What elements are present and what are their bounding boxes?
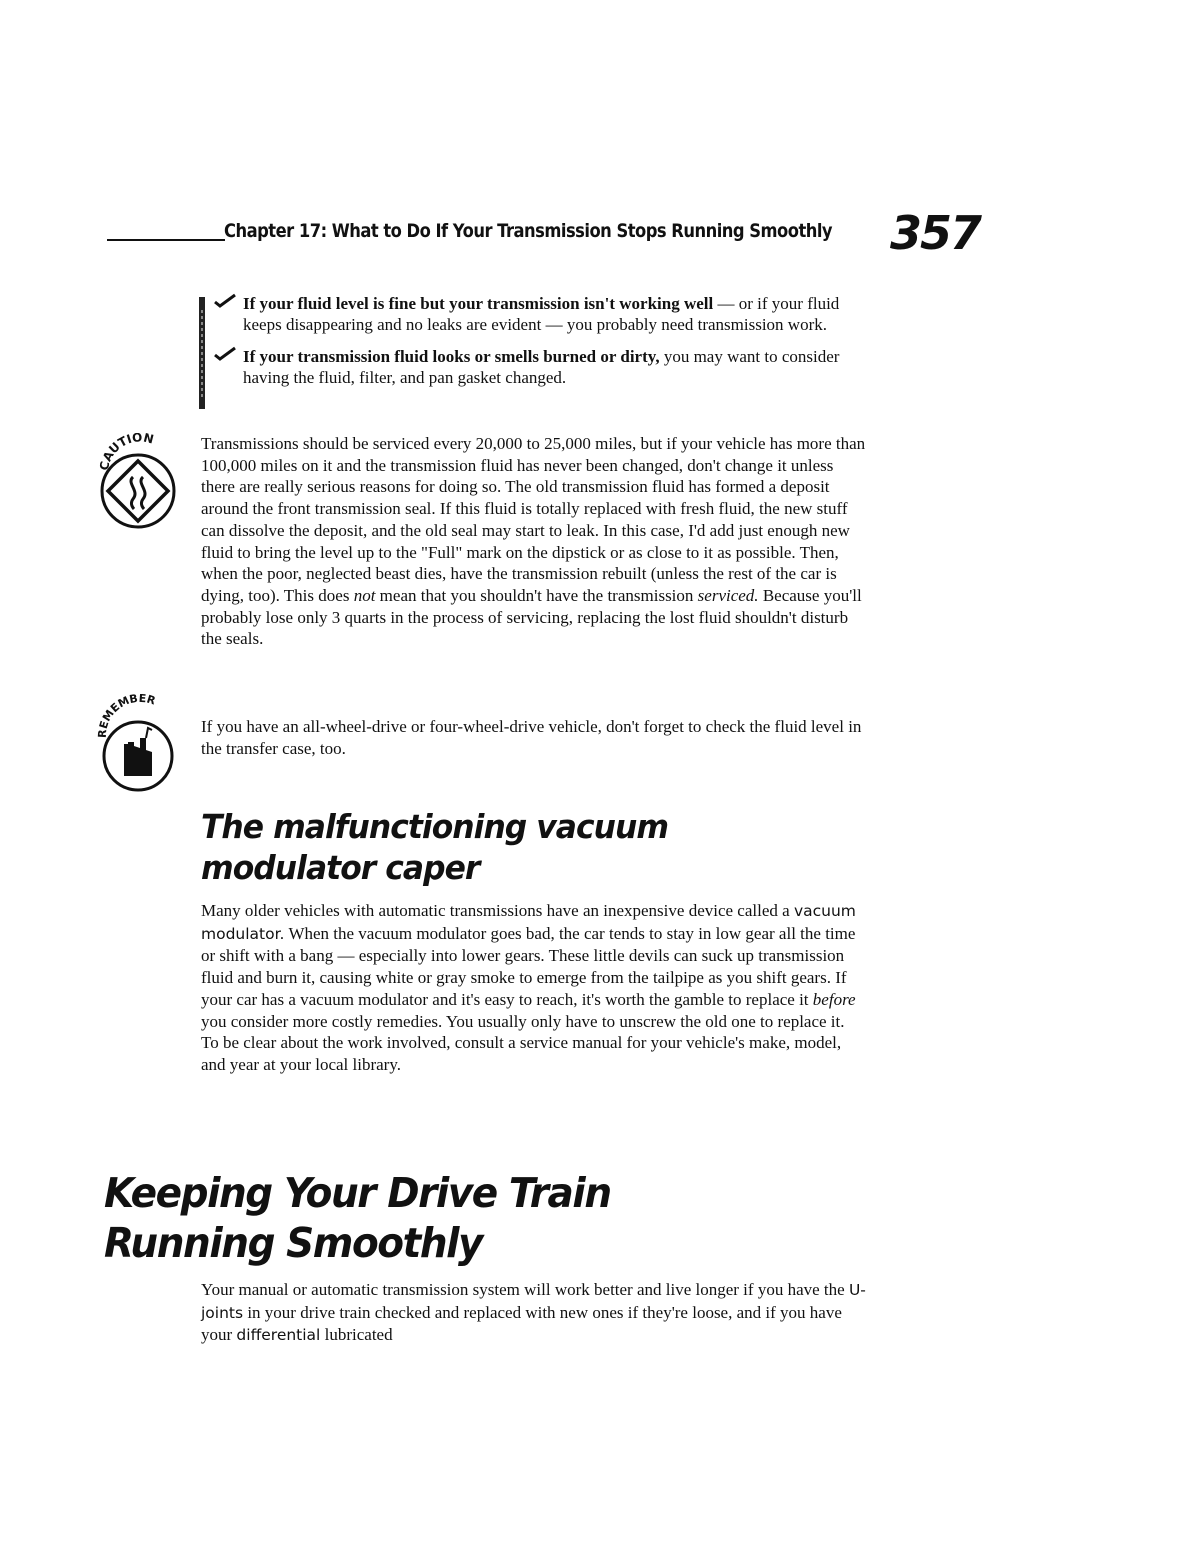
drive-text-2: in your drive train checked and replaced with new ones if they're loose, and if you have your — [201, 1302, 842, 1345]
running-head: Chapter 17: What to Do If Your Transmission Stops Running Smoothly — [224, 220, 833, 242]
caution-paragraph — [201, 433, 866, 650]
heading-line: Keeping Your Drive Train — [104, 1169, 611, 1217]
caution-text-3: Because you'll probably lose only 3 quarts in the process of servicing, replacing the lost fluid shouldn't disturb the seals. — [201, 585, 862, 649]
drive-train-paragraph — [201, 1279, 866, 1347]
bullet-list — [213, 293, 873, 399]
remember-label: REMEMBER — [95, 694, 158, 739]
vacuum-paragraph — [201, 900, 866, 1076]
drive-text-3: lubricated — [320, 1325, 393, 1345]
vacuum-text-2: When the vacuum modulator goes bad, the car tends to stay in low gear all the time or shift with a bang — especially into lower gears. These little devils can suck up transmission fluid and burn it, causing white or gray smoke to emerge from the tailpipe as you shift gears. If your car has a vacuum modulator and it's easy to reach, it's worth the gamble to replace it — [201, 923, 856, 1009]
term-u-joints: U-joints — [201, 1281, 866, 1322]
remember-paragraph: If you have an all-wheel-drive or four-wheel-drive vehicle, don't forget to check the fluid level in the transfer case, too. — [201, 717, 862, 758]
bullet-lead: If your fluid level is fine but your transmission isn't working well — [243, 294, 714, 313]
term-vacuum-modulator: vacuum modulator. — [201, 902, 856, 943]
vacuum-text-1: Many older vehicles with automatic transmissions have an inexpensive device called a — [201, 901, 794, 920]
drive-text-1: Your manual or automatic transmission system will work better and live longer if you have the — [201, 1280, 849, 1299]
caution-label: CAUTION — [96, 433, 156, 472]
vacuum-text-3: you consider more costly remedies. You usually only have to unscrew the old one to replace it. To be clear about the work involved, consult a service manual for your vehicle's make, model, and year at your local library. — [201, 1011, 845, 1074]
list-item — [213, 346, 873, 388]
bullet-text: you may want to consider having the fluid, filter, and pan gasket changed. — [243, 347, 840, 387]
section-heading-drive-train — [104, 1168, 611, 1268]
bullet-lead: If your transmission fluid looks or smells burned or dirty, — [243, 347, 660, 366]
vacuum-emphasis-before: before — [812, 989, 856, 1009]
caution-emphasis-serviced: serviced. — [697, 585, 759, 605]
caution-text-2: mean that you shouldn't have the transmission — [375, 585, 698, 605]
bullet-text: — or if your fluid keeps disappearing and no leaks are evident — you probably need transmission work. — [243, 294, 840, 334]
margin-change-bar — [199, 297, 205, 409]
page-number: 357 — [890, 206, 981, 260]
svg-text:CAUTION — [97, 433, 155, 472]
caution-text-1: Transmissions should be serviced every 20,000 to 25,000 miles, but if your vehicle has more than 100,000 miles on it and the transmission fluid has never been changed, don't change it unless there are really serious reasons for doing so. The old transmission fluid has formed a deposit around the front transmission seal. If this fluid is totally replaced with fresh fluid, the new stuff can dissolve the deposit, and the old seal may start to leak. In this case, I'd add just enough new fluid to bring the level up to the "Full" mark on the dipstick or as close to it as possible. Then, when the poor, neglected beast dies, have the transmission rebuilt (unless the rest of the car is dying, too). This does — [201, 434, 866, 605]
checkmark-icon — [213, 346, 237, 362]
heading-line: The malfunctioning vacuum — [201, 807, 669, 846]
remember-icon — [88, 694, 188, 794]
caution-icon — [88, 433, 188, 533]
svg-text:REMEMBER — [96, 694, 158, 738]
section-heading-vacuum — [201, 806, 668, 888]
caution-emphasis-not: not — [353, 585, 376, 605]
list-item — [213, 293, 873, 335]
term-differential: differential — [236, 1326, 321, 1345]
heading-line: Running Smoothly — [104, 1219, 483, 1267]
checkmark-icon — [213, 293, 237, 309]
heading-line: modulator caper — [201, 848, 480, 887]
header-rule-thick — [170, 239, 225, 241]
